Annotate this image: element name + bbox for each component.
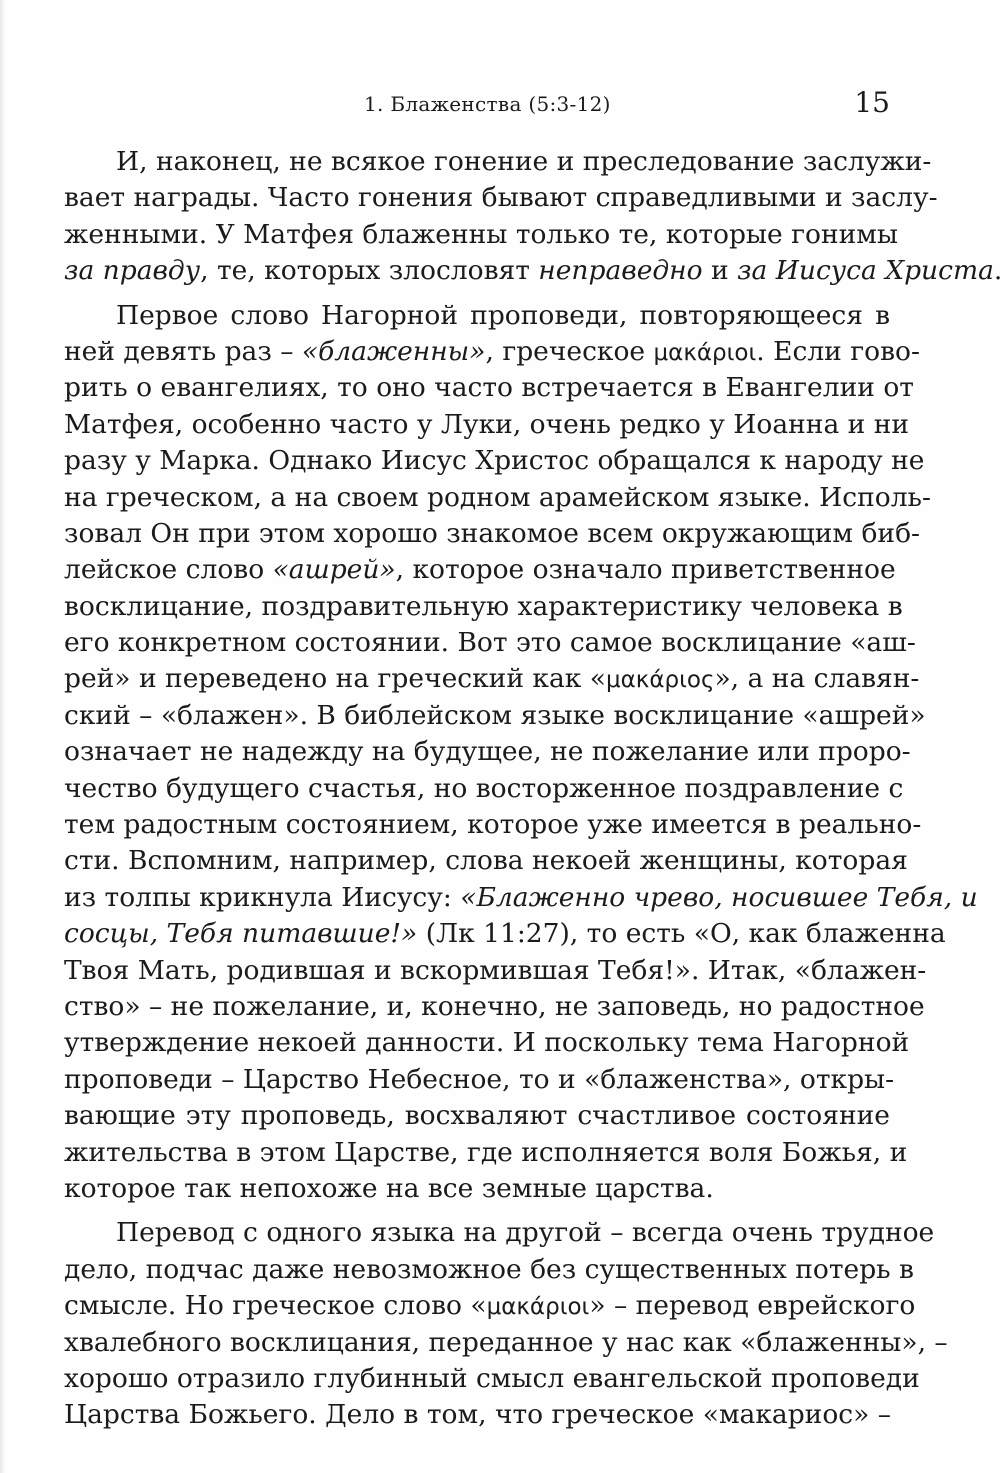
text-segment: , те, которых злословят bbox=[200, 255, 539, 287]
text-line: восклицание, поздравительную характеристику человека в bbox=[64, 590, 903, 622]
text-line: хвалебного восклицания, переданное у нас как «блаженны», – bbox=[64, 1326, 948, 1358]
text-line: И, наконец, не всякое гонение и преследование заслужи- bbox=[116, 146, 932, 177]
text-line: вает награды. Часто гонения бывают справедливыми и заслу- bbox=[64, 182, 938, 214]
body-text bbox=[64, 144, 1002, 1434]
text-line: Твоя Мать, родившая и вскормившая Тебя!». Итак, «блажен- bbox=[64, 954, 927, 986]
text-line: чество будущего счастья, но восторженное поздравление с bbox=[64, 772, 904, 804]
italic-text: «Блаженно чрево, носившее Тебя, и bbox=[460, 881, 978, 913]
text-line bbox=[64, 661, 920, 697]
text-line bbox=[64, 916, 946, 952]
greek-word: μακάριος bbox=[606, 667, 715, 694]
text-line: Первое слово Нагорной проповеди, повторяющееся в bbox=[116, 299, 890, 331]
italic-text: за Иисуса Христа bbox=[737, 255, 994, 287]
italic-text: за правду bbox=[64, 255, 201, 287]
text-segment: » – перевод еврейского bbox=[589, 1290, 916, 1322]
running-header bbox=[64, 86, 890, 126]
text-line: женными. У Матфея блаженны только те, которые гонимы bbox=[64, 218, 898, 250]
text-segment: из толпы крикнула Иисусу: bbox=[64, 881, 461, 913]
text-segment: . bbox=[993, 255, 1002, 287]
text-segment: рей» и переведено на греческий как « bbox=[64, 663, 606, 695]
text-line: ство» – не пожелание, и, конечно, не заповедь, но радостное bbox=[64, 990, 925, 1022]
greek-word: μακάριοι bbox=[486, 1294, 590, 1321]
text-line: вающие эту проповедь, восхваляют счастливое состояние bbox=[64, 1100, 890, 1132]
page-edge-shadow bbox=[0, 0, 6, 1473]
text-line: которое так непохоже на все земные царства. bbox=[64, 1172, 714, 1204]
italic-text: «ашрей» bbox=[272, 554, 396, 586]
text-line: ский – «блажен». В библейском языке восклицание «ашрей» bbox=[64, 699, 926, 731]
text-segment: (Лк 11:27), то есть «О, как блаженна bbox=[417, 918, 946, 950]
text-segment: и bbox=[702, 255, 738, 287]
text-line: жительства в этом Царстве, где исполняется воля Божья, и bbox=[64, 1136, 908, 1168]
paragraph-p3 bbox=[64, 1215, 948, 1433]
text-segment: лейское слово bbox=[64, 554, 273, 586]
text-line bbox=[64, 253, 1002, 289]
text-segment: . Если гово- bbox=[756, 335, 920, 367]
text-segment: , греческое bbox=[485, 335, 654, 367]
italic-text: неправедно bbox=[538, 255, 703, 287]
text-line: Матфея, особенно часто у Луки, очень редко у Иоанна и ни bbox=[64, 408, 910, 440]
text-line: хорошо отразило глубинный смысл евангельской проповеди bbox=[64, 1362, 920, 1394]
text-line bbox=[64, 1288, 916, 1324]
page-number: 15 bbox=[854, 86, 890, 119]
text-line: Царства Божьего. Дело в том, что греческое «макариос» – bbox=[64, 1399, 892, 1431]
text-segment: ней девять раз – bbox=[64, 335, 302, 367]
greek-word: μακάριοι bbox=[653, 339, 757, 366]
running-title: 1. Блаженства (5:3-12) bbox=[364, 92, 611, 116]
text-line: проповеди – Царство Небесное, то и «блаженства», откры- bbox=[64, 1063, 895, 1095]
paragraph-p1 bbox=[64, 144, 1002, 290]
text-line bbox=[64, 880, 978, 916]
text-line: рить о евангелиях, то оно часто встречается в Евангелии от bbox=[64, 372, 914, 404]
italic-text: сосцы, Тебя питавшие!» bbox=[64, 918, 418, 950]
text-line: сти. Вспомним, например, слова некоей женщины, которая bbox=[64, 845, 908, 877]
text-line: дело, подчас даже невозможное без существенных потерь в bbox=[64, 1253, 914, 1285]
text-line: тем радостным состоянием, которое уже имеется в реально- bbox=[64, 809, 922, 841]
text-segment: , которое означало приветственное bbox=[395, 554, 896, 586]
text-line: зовал Он при этом хорошо знакомое всем окружающим биб- bbox=[64, 517, 920, 549]
text-line: разу у Марка. Однако Иисус Христос обращался к народу не bbox=[64, 445, 925, 477]
text-line bbox=[64, 552, 896, 588]
text-segment: », а на славян- bbox=[714, 663, 920, 695]
paragraph-p2 bbox=[64, 298, 978, 1208]
italic-text: «блаженны» bbox=[301, 335, 486, 367]
text-line: на греческом, а на своем родном арамейском языке. Исполь- bbox=[64, 481, 931, 513]
text-line: его конкретном состоянии. Вот это самое восклицание «аш- bbox=[64, 627, 916, 659]
text-line bbox=[64, 334, 920, 370]
text-segment: смысле. Но греческое слово « bbox=[64, 1290, 487, 1322]
text-line: означает не надежду на будущее, не пожелание или проро- bbox=[64, 736, 911, 768]
text-line: утверждение некоей данности. И поскольку тема Нагорной bbox=[64, 1027, 910, 1059]
text-line: Перевод с одного языка на другой – всегда очень трудное bbox=[116, 1217, 935, 1249]
